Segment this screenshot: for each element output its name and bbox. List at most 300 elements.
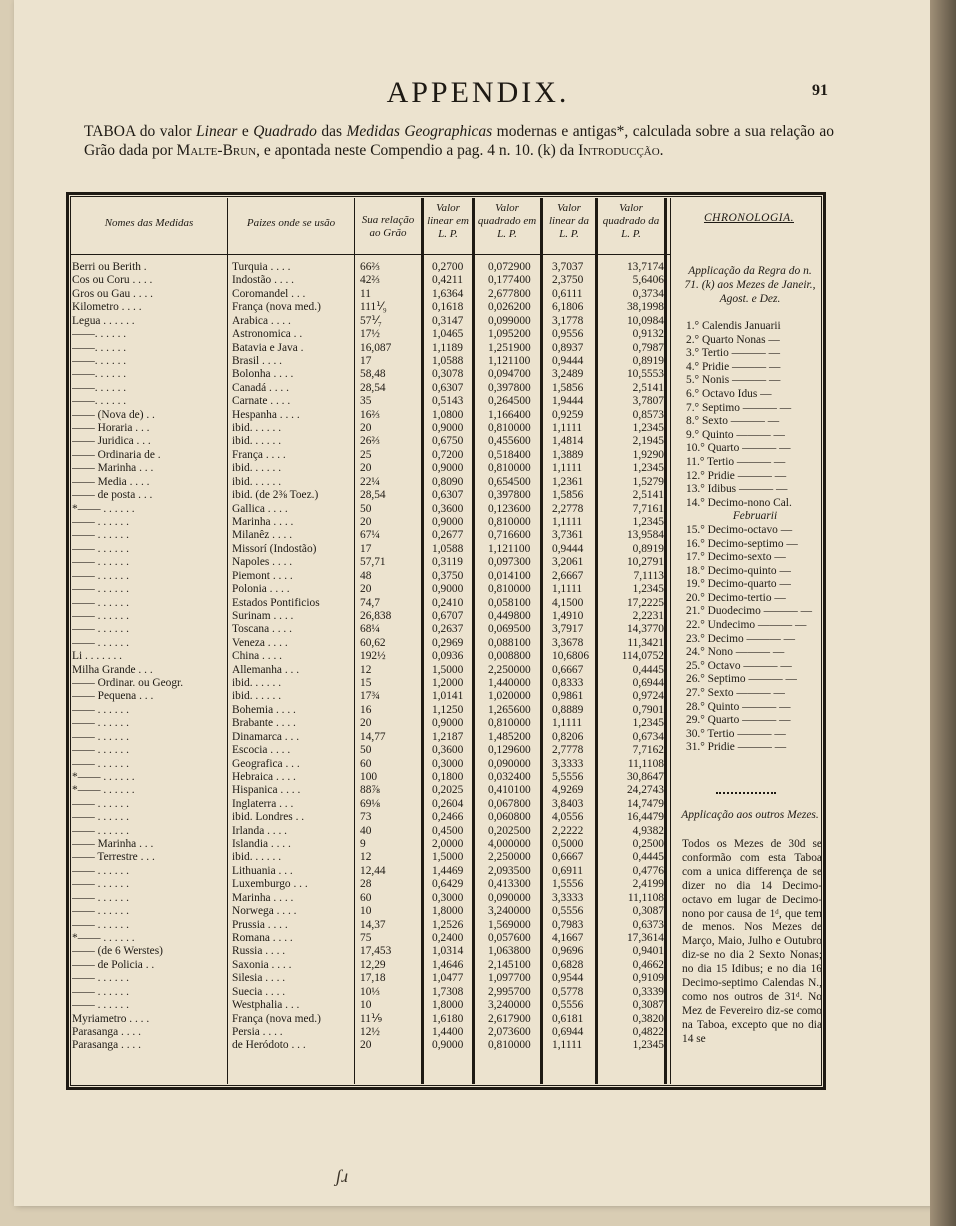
value-linear: 0,3600: [432, 502, 464, 515]
table-row: [72, 1013, 666, 1026]
measure-relation: 12,29: [360, 958, 386, 971]
value-linear: 1,0477: [432, 972, 464, 985]
measure-relation: 42⅔: [360, 274, 380, 287]
chronology-item: 2.° Quarto Nonas —: [686, 333, 780, 346]
table-row: [72, 798, 666, 811]
value-linear-da: 0,9556: [552, 328, 584, 341]
measure-name: —— . . . . . .: [72, 918, 129, 931]
value-quadrado-da: 30,8647: [626, 770, 664, 783]
measure-relation: 28: [360, 878, 372, 891]
measure-name: Milha Grande . . .: [72, 663, 153, 676]
value-quadrado: 2,617900: [488, 1012, 531, 1025]
measure-country: Veneza . . . .: [232, 636, 288, 649]
measure-name: *—— . . . . . .: [72, 502, 135, 515]
chronology-item: 17.° Decimo-sexto —: [686, 551, 786, 564]
measure-name: *—— . . . . . .: [72, 932, 135, 944]
column-header-vlinear2: Valor linear da L. P.: [548, 202, 590, 240]
measure-country: ibid. . . . . .: [232, 690, 282, 703]
value-quadrado: 1,485200: [488, 730, 531, 743]
value-quadrado-da: 2,2231: [632, 609, 664, 622]
chronology-item: 11.° Tertio ——— —: [686, 455, 786, 468]
value-quadrado: 0,099000: [488, 314, 531, 327]
value-quadrado: 1,097700: [488, 972, 531, 985]
table-row: [72, 664, 666, 677]
value-quadrado: 1,121100: [488, 542, 531, 555]
chronology-title: CHRONOLOGIA.: [703, 212, 794, 224]
value-linear: 0,3750: [432, 569, 464, 582]
value-linear: 1,6180: [432, 1012, 464, 1025]
chronology-item: 16.° Decimo-septimo —: [686, 537, 798, 550]
value-quadrado: 1,121100: [488, 354, 531, 367]
value-linear: 0,2025: [432, 784, 464, 797]
value-linear: 0,4500: [432, 824, 464, 837]
chronology-item: 28.° Quinto ——— —: [686, 700, 791, 713]
measure-country: Arabica . . . .: [232, 314, 291, 327]
value-linear: 1,6364: [432, 287, 464, 300]
table-row: [72, 677, 666, 690]
chronology-item: 9.° Quinto ——— —: [686, 428, 785, 441]
chronology-item: 1.° Calendis Januarii: [686, 320, 781, 332]
measure-country: Marinha . . . .: [232, 891, 294, 904]
intro-text: , e apontada neste Compendio a pag. 4 n. 10. (k) da: [256, 142, 579, 159]
chronology-item: 30.° Tertio ——— —: [686, 727, 786, 740]
value-quadrado: 0,810000: [488, 422, 531, 435]
value-linear: 0,3600: [432, 744, 464, 757]
intro-text: Quadrado: [253, 123, 317, 140]
value-linear-da: 1,9444: [552, 395, 584, 408]
measure-country: de Heródoto . . .: [232, 1039, 306, 1052]
value-quadrado: 0,716600: [488, 529, 531, 542]
value-linear-da: 0,5556: [552, 905, 584, 918]
value-quadrado-da: 0,6734: [632, 730, 664, 743]
measure-name: —— Juridica . . .: [72, 435, 151, 448]
measure-relation: 10: [360, 905, 372, 918]
table-row: [72, 811, 666, 824]
value-linear: 2,0000: [432, 838, 464, 851]
measure-name: —— . . . . . .: [72, 797, 129, 810]
measure-country: Polonia . . . .: [232, 583, 290, 596]
value-quadrado-da: 0,3087: [632, 999, 664, 1012]
table-row: [72, 529, 666, 542]
measure-country: Brabante . . . .: [232, 717, 296, 730]
table-row: [72, 409, 666, 422]
measure-relation: 20: [360, 583, 372, 596]
value-linear: 0,4211: [432, 274, 463, 287]
value-quadrado: 3,240000: [488, 905, 531, 918]
value-quadrado: 0,129600: [488, 744, 531, 757]
value-quadrado: 0,032400: [488, 770, 531, 783]
chronology-item: 5.° Nonis ——— —: [686, 374, 781, 387]
chronology-item: 10.° Quarto ——— —: [686, 442, 791, 455]
value-quadrado: 1,063800: [488, 945, 531, 958]
measure-country: Surinam . . . .: [232, 609, 294, 622]
value-linear-da: 1,4814: [552, 435, 584, 448]
value-quadrado-da: 0,3339: [632, 985, 664, 998]
table-row: [72, 261, 666, 274]
table-row: [72, 301, 666, 314]
value-linear-da: 5,5556: [552, 770, 584, 783]
table-row: [72, 892, 666, 905]
value-linear: 1,4469: [432, 864, 464, 877]
value-quadrado-da: 0,4776: [632, 864, 664, 877]
table-row: [72, 945, 666, 958]
value-quadrado-da: 1,2345: [632, 462, 664, 475]
measure-country: ibid. . . . . .: [232, 462, 282, 475]
measure-relation: 100: [360, 770, 378, 783]
measure-relation: 68¼: [360, 623, 380, 636]
measure-country: Missorí (Indostão): [232, 542, 317, 555]
measure-relation: 75: [360, 932, 372, 944]
measure-relation: 60: [360, 891, 372, 904]
measure-country: Gallica . . . .: [232, 502, 288, 515]
value-quadrado-da: 2,4199: [632, 878, 664, 891]
value-quadrado: 0,094700: [488, 368, 531, 381]
value-linear-da: 1,3889: [552, 448, 584, 461]
value-quadrado-da: 38,1998: [626, 301, 664, 314]
value-quadrado-da: 0,6373: [632, 918, 664, 931]
table-row: [72, 838, 666, 851]
value-quadrado-da: 0,3734: [632, 287, 664, 300]
table-row: [72, 449, 666, 462]
value-linear: 0,3000: [432, 891, 464, 904]
measure-name: —— Terrestre . . .: [72, 851, 155, 864]
value-quadrado-da: 0,8919: [632, 354, 664, 367]
value-quadrado: 2,250000: [488, 851, 531, 864]
value-quadrado-da: 0,8919: [632, 542, 664, 555]
measure-name: ——. . . . . .: [72, 354, 127, 367]
measure-name: ——. . . . . .: [72, 368, 127, 381]
value-quadrado-da: 0,8573: [632, 408, 664, 421]
value-linear: 0,1618: [432, 301, 464, 314]
table-row: [72, 342, 666, 355]
table-row: [72, 610, 666, 623]
value-quadrado: 0,449800: [488, 609, 531, 622]
measure-relation: 14,37: [360, 918, 386, 931]
value-linear-da: 1,5856: [552, 489, 584, 502]
measure-name: —— . . . . . .: [72, 636, 129, 649]
measure-relation: 20: [360, 515, 372, 528]
table-row: [72, 462, 666, 475]
value-linear-da: 1,1111: [552, 583, 583, 596]
value-linear: 0,2700: [432, 261, 464, 273]
measure-relation: 48: [360, 569, 372, 582]
measure-relation: 192½: [360, 650, 386, 663]
table-row: [72, 771, 666, 784]
value-linear: 0,6307: [432, 489, 464, 502]
measure-name: —— . . . . . .: [72, 596, 129, 609]
measure-name: Li . . . . . . .: [72, 650, 122, 663]
value-quadrado: 0,455600: [488, 435, 531, 448]
measure-country: ibid. . . . . .: [232, 851, 282, 864]
measure-name: —— . . . . . .: [72, 824, 129, 837]
value-linear-da: 3,3678: [552, 636, 584, 649]
value-linear: 1,4646: [432, 958, 464, 971]
measure-name: —— Ordinar. ou Geogr.: [72, 677, 184, 690]
measure-name: Gros ou Gau . . . .: [72, 287, 153, 300]
column-header-vquad2: Valor quadrado da L. P.: [602, 202, 660, 240]
table-row: [72, 637, 666, 650]
measure-country: Brasil . . . .: [232, 354, 282, 367]
value-linear: 0,2637: [432, 623, 464, 636]
table-row: [72, 932, 666, 945]
table-row: [72, 543, 666, 556]
measure-relation: 88⅞: [360, 784, 380, 797]
value-linear: 1,2526: [432, 918, 464, 931]
value-linear: 0,3147: [432, 314, 464, 327]
measure-relation: 111⅟₉: [360, 301, 387, 314]
table-row: [72, 368, 666, 381]
value-quadrado-da: 0,9132: [632, 328, 664, 341]
measure-relation: 15: [360, 677, 372, 690]
value-linear: 1,2000: [432, 677, 464, 690]
measure-name: —— . . . . . .: [72, 757, 129, 770]
value-linear-da: 3,7361: [552, 529, 584, 542]
measure-country: Milanêz . . . .: [232, 529, 293, 542]
column-header-vquad: Valor quadrado em L. P.: [477, 202, 537, 240]
measure-country: Luxemburgo . . .: [232, 878, 308, 891]
measure-name: ——. . . . . .: [72, 328, 127, 341]
chronology-item: 20.° Decimo-tertio —: [686, 591, 786, 604]
chronology-item: 7.° Septimo ——— —: [686, 401, 792, 414]
intro-author: Malte-Brun: [176, 142, 257, 159]
measure-relation: 66⅔: [360, 261, 380, 273]
table-row: [72, 825, 666, 838]
measure-relation: 73: [360, 811, 372, 824]
value-quadrado-da: 0,4445: [632, 663, 664, 676]
measure-name: Parasanga . . . .: [72, 1039, 141, 1052]
chronology-paragraph: Todos os Mezes de 30d se conformão com esta Taboa com a unica differença de se dizer no dia 14 Decimo-octavo em lugar de Decimo-nono por causa de 1ᵈ, que tem de menos. Nos Mezes de Março, Maio, Julho e Outubro diz-se no dia 2 Sexto Nonas; no dia 15 Idibus; e no dia 16 Decimo-septimo Calendas N., como nos outros de 31ᵈ. No Mez de Fevereiro diz-se como na Taboa, excepto que no dia 14 se: [682, 838, 822, 1045]
value-linear-da: 0,9259: [552, 408, 584, 421]
value-quadrado: 0,060800: [488, 811, 531, 824]
measure-country: Inglaterra . . .: [232, 797, 294, 810]
page-title: APPENDIX.: [386, 76, 570, 109]
measure-name: Myriametro . . . .: [72, 1012, 150, 1025]
value-linear-da: 0,8937: [552, 341, 584, 354]
value-linear-da: 0,9861: [552, 690, 584, 703]
value-linear: 1,0314: [432, 945, 464, 958]
value-quadrado: 0,810000: [488, 515, 531, 528]
value-quadrado: 0,264500: [488, 395, 531, 408]
value-quadrado: 0,397800: [488, 381, 531, 394]
measure-name: Kilometro . . . .: [72, 301, 142, 314]
value-linear: 0,9000: [432, 462, 464, 475]
measure-name: Parasanga . . . .: [72, 1025, 141, 1038]
value-quadrado: 0,058100: [488, 596, 531, 609]
measure-name: —— . . . . . .: [72, 542, 129, 555]
table-row: [72, 476, 666, 489]
measure-relation: 20: [360, 717, 372, 730]
measure-relation: 20: [360, 462, 372, 475]
chronology-item: 24.° Nono ——— —: [686, 646, 785, 659]
measure-relation: 60,62: [360, 636, 386, 649]
value-linear: 1,8000: [432, 999, 464, 1012]
value-linear-da: 3,7917: [552, 623, 584, 636]
value-linear: 1,0588: [432, 354, 464, 367]
measure-name: Berri ou Berith .: [72, 261, 147, 273]
value-linear: 0,9000: [432, 583, 464, 596]
value-linear: 0,9000: [432, 1039, 464, 1052]
value-linear: 0,3078: [432, 368, 464, 381]
column-header-relation: Sua relação ao Grão: [361, 214, 415, 239]
value-quadrado: 0,810000: [488, 1039, 531, 1052]
chronology-item: 15.° Decimo-octavo —: [686, 523, 793, 536]
value-linear: 0,2410: [432, 596, 464, 609]
measure-name: —— . . . . . .: [72, 717, 129, 730]
measure-name: —— Media . . . .: [72, 475, 150, 488]
measure-country: Toscana . . . .: [232, 623, 292, 636]
value-linear-da: 0,6911: [552, 864, 583, 877]
value-quadrado-da: 17,2225: [626, 596, 664, 609]
table-row: [72, 999, 666, 1012]
value-linear-da: 0,6944: [552, 1025, 584, 1038]
measure-country: ibid. . . . . .: [232, 435, 282, 448]
value-linear-da: 0,9444: [552, 542, 584, 555]
value-linear-da: 3,2061: [552, 556, 584, 569]
value-quadrado-da: 0,2500: [632, 838, 664, 851]
value-quadrado: 0,810000: [488, 583, 531, 596]
measure-relation: 22¼: [360, 475, 380, 488]
value-quadrado: 0,123600: [488, 502, 531, 515]
column-header-name: Nomes das Medidas: [104, 217, 194, 229]
chronology-item: 4.° Pridie ——— —: [686, 360, 781, 373]
value-linear-da: 0,6667: [552, 851, 584, 864]
measure-name: —— de Policia . .: [72, 958, 155, 971]
value-linear-da: 2,7778: [552, 744, 584, 757]
measure-country: Canadá . . . .: [232, 381, 289, 394]
measure-name: —— (Nova de) . .: [72, 408, 155, 421]
value-linear-da: 1,1111: [552, 515, 583, 528]
value-quadrado-da: 4,9382: [632, 824, 664, 837]
chronology-item: 25.° Octavo ——— —: [686, 659, 792, 672]
value-linear-da: 3,1778: [552, 314, 584, 327]
measure-country: Suecia . . . .: [232, 985, 286, 998]
value-linear: 1,7308: [432, 985, 464, 998]
measure-country: Carnate . . . .: [232, 395, 291, 408]
value-linear-da: 1,2361: [552, 475, 584, 488]
value-linear: 1,0465: [432, 328, 464, 341]
chronology-subtitle: Applicação da Regra do n. 71. (k) aos Mezes de Janeir., Agost. e Dez.: [684, 265, 816, 305]
measure-country: Coromandel . . .: [232, 287, 306, 300]
value-quadrado: 0,090000: [488, 757, 531, 770]
table-row: [72, 382, 666, 395]
value-linear-da: 4,9269: [552, 784, 584, 797]
value-linear: 1,1250: [432, 703, 464, 716]
value-quadrado: 0,090000: [488, 891, 531, 904]
value-quadrado-da: 1,9290: [632, 448, 664, 461]
value-quadrado-da: 0,4445: [632, 851, 664, 864]
measure-name: —— . . . . . .: [72, 744, 129, 757]
value-quadrado: 1,265600: [488, 703, 531, 716]
measure-relation: 10⅓: [360, 985, 380, 998]
value-quadrado: 1,569000: [488, 918, 531, 931]
measure-relation: 50: [360, 502, 372, 515]
measure-country: Persia . . . .: [232, 1025, 283, 1038]
chronology-item: 18.° Decimo-quinto —: [686, 564, 791, 577]
value-quadrado-da: 1,2345: [632, 717, 664, 730]
measure-relation: 12,44: [360, 864, 386, 877]
value-quadrado-da: 17,3614: [626, 932, 664, 944]
measure-relation: 17,453: [360, 945, 392, 958]
chronology-item: 19.° Decimo-quarto —: [686, 578, 791, 591]
value-quadrado-da: 7,7162: [632, 744, 664, 757]
header-rule: [70, 254, 670, 255]
value-linear-da: 0,8333: [552, 677, 584, 690]
value-quadrado: 0,026200: [488, 301, 531, 314]
value-linear: 0,0936: [432, 650, 464, 663]
table-row: [72, 1039, 666, 1052]
table-row: [72, 583, 666, 596]
measure-country: Silesia . . . .: [232, 972, 286, 985]
value-quadrado-da: 16,4479: [626, 811, 664, 824]
value-quadrado-da: 0,6944: [632, 677, 664, 690]
value-linear-da: 10,6806: [552, 650, 590, 663]
table-row: [72, 355, 666, 368]
value-linear: 0,2677: [432, 529, 464, 542]
value-linear: 0,7200: [432, 448, 464, 461]
measure-country: Russia . . . .: [232, 945, 286, 958]
chronology-item: 13.° Idibus ——— —: [686, 483, 788, 496]
measure-relation: 11⅑: [360, 1012, 383, 1025]
column-header-vlinear: Valor linear em L. P.: [427, 202, 469, 240]
measure-name: —— . . . . . .: [72, 905, 129, 918]
value-linear-da: 0,5000: [552, 838, 584, 851]
measure-name: —— Marinha . . .: [72, 838, 154, 851]
measure-name: —— . . . . . .: [72, 569, 129, 582]
measure-country: Geografica . . .: [232, 757, 300, 770]
value-quadrado-da: 7,7161: [632, 502, 664, 515]
value-quadrado-da: 0,4822: [632, 1025, 664, 1038]
value-linear: 1,4400: [432, 1025, 464, 1038]
measure-relation: 35: [360, 395, 372, 408]
value-linear-da: 2,3750: [552, 274, 584, 287]
table-row: [72, 556, 666, 569]
intro-text: e: [237, 123, 254, 140]
measure-country: Marinha . . . .: [232, 515, 294, 528]
value-quadrado-da: 13,7174: [626, 261, 664, 273]
measure-country: ibid. . . . . .: [232, 422, 282, 435]
table-row: [72, 570, 666, 583]
table-row: [72, 315, 666, 328]
value-linear-da: 0,6111: [552, 287, 583, 300]
table-row: [72, 650, 666, 663]
chronology-item: 31.° Pridie ——— —: [686, 741, 787, 754]
table-row: [72, 1026, 666, 1039]
measure-country: Astronomica . .: [232, 328, 303, 341]
measure-relation: 69⅛: [360, 797, 380, 810]
measure-relation: 25: [360, 448, 372, 461]
value-quadrado: 1,440000: [488, 677, 531, 690]
chronology-item: 29.° Quarto ——— —: [686, 714, 791, 727]
value-linear: 1,5000: [432, 663, 464, 676]
measure-country: Islandia . . . .: [232, 838, 291, 851]
value-linear: 1,0800: [432, 408, 464, 421]
measure-name: —— . . . . . .: [72, 999, 129, 1012]
table-row: [72, 959, 666, 972]
value-quadrado-da: 2,5141: [632, 381, 664, 394]
table-row: [72, 878, 666, 891]
table-row: [72, 516, 666, 529]
measure-country: França . . . .: [232, 448, 286, 461]
value-linear-da: 3,3333: [552, 891, 584, 904]
chronology-item: 23.° Decimo ——— —: [686, 632, 795, 645]
value-quadrado: 0,014100: [488, 569, 531, 582]
value-linear-da: 1,1111: [552, 717, 583, 730]
measure-country: Batavia e Java .: [232, 341, 304, 354]
intro-text: das: [316, 123, 347, 140]
chronology-item: 27.° Sexto ——— —: [686, 687, 785, 700]
measure-relation: 14,77: [360, 730, 386, 743]
table-row: [72, 865, 666, 878]
